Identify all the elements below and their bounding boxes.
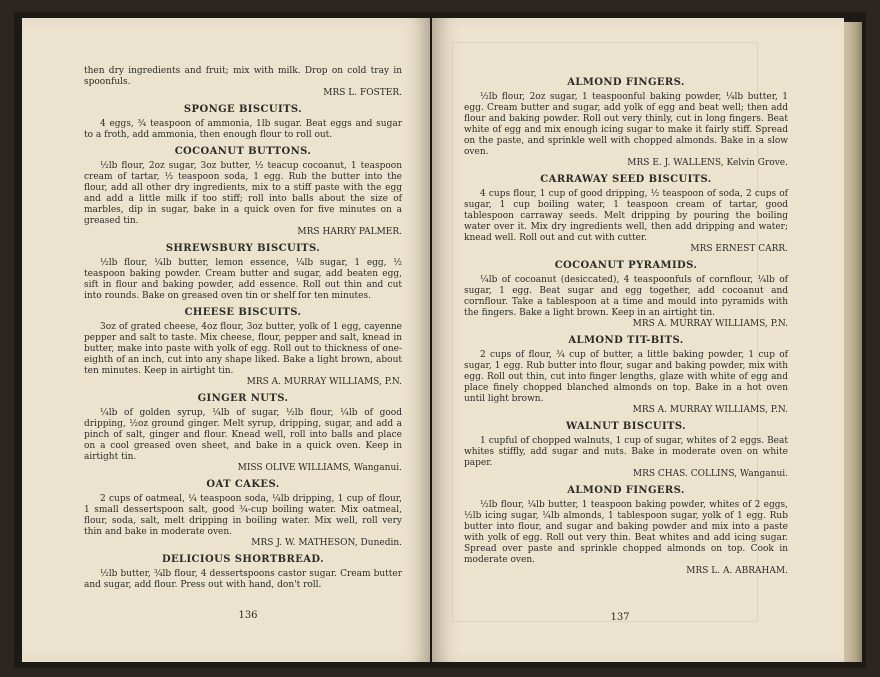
left-page-text [84, 66, 402, 591]
recipe-contributor: MRS A. MURRAY WILLIAMS, P.N. [632, 319, 788, 329]
recipe-title: ALMOND FINGERS. [567, 77, 685, 88]
recipe-text: ¼lb of cocoanut (desiccated), 4 teaspoonfuls of cornflour, ¼lb of sugar, 1 egg. Beat sugar and egg together, add cocoanut and cornflour. Take a tablespoon at a time and mould into pyramids with the fingers. Bake a light brown. Keep in an airtight tin. [464, 275, 788, 318]
recipe-text: then dry ingredients and fruit; mix with milk. Drop on cold tray in spoonfuls. [84, 66, 402, 87]
book-spread [14, 12, 866, 668]
recipe-contributor: MISS OLIVE WILLIAMS, Wanganui. [237, 463, 402, 473]
left-page [22, 18, 430, 662]
recipe-contributor: MRS A. MURRAY WILLIAMS, P.N. [632, 405, 788, 415]
recipe-text: 2 cups of flour, ¾ cup of butter, a little baking powder, 1 cup of sugar, 1 egg. Rub butter into flour, sugar and baking powder, mix with egg. Roll out thin, cut into finger lengths, glaze with white of egg and place finely chopped blanched almonds on top. Bake in a hot oven until light brown. [464, 350, 788, 404]
recipe-contributor: MRS L. A. ABRAHAM. [686, 566, 788, 576]
recipe-text: 1 cupful of chopped walnuts, 1 cup of sugar, whites of 2 eggs. Beat whites stiffly, add sugar and nuts. Bake in moderate oven on white paper. [464, 436, 788, 468]
recipe-text: ½lb flour, 2oz sugar, 3oz butter, ½ teacup cocoanut, 1 teaspoon cream of tartar, ½ teaspoon soda, 1 egg. Rub the butter into the flour, add all other dry ingredients, mix to a stiff paste with the egg and add a little milk if too stiff; roll into balls about the size of marbles, dip in sugar, bake in a quick oven for five minutes on a greased tin. [84, 161, 402, 226]
recipe-title: WALNUT BISCUITS. [565, 421, 687, 432]
recipe-title: ALMOND TIT-BITS. [568, 335, 684, 346]
recipe-text: ¼lb of golden syrup, ¼lb of sugar, ½lb flour, ¼lb of good dripping, ½oz ground ginger. Melt syrup, dripping, sugar, and add a pinch of salt, ginger and flour. Knead well, roll into balls and place on a cool greased oven sheet, and bake in a quick oven. Keep in airtight tin. [84, 408, 402, 462]
recipe-title: SPONGE BISCUITS. [183, 104, 303, 115]
recipe-title: SHREWSBURY BISCUITS. [165, 243, 321, 254]
recipe-title: GINGER NUTS. [197, 393, 289, 404]
right-page-text [464, 72, 788, 579]
recipe-text: 4 eggs, ¾ teaspoon of ammonia, 1lb sugar. Beat eggs and sugar to a froth, add ammonia, then enough flour to roll out. [84, 119, 402, 140]
recipe-title: OAT CAKES. [206, 479, 280, 490]
recipe-contributor: MRS J. W. MATHESON, Dunedin. [251, 538, 402, 548]
left-page-number: 136 [238, 610, 258, 621]
recipe-text: 3oz of grated cheese, 4oz flour, 3oz butter, yolk of 1 egg, cayenne pepper and salt to taste. Mix cheese, flour, pepper and salt, knead in butter, make into paste with yolk of egg. Roll out to thickness of one-eighth of an inch, cut into any shape liked. Bake a light brown, about ten minutes. Keep in airtight tin. [84, 322, 402, 376]
page-edges [844, 22, 862, 662]
recipe-title: COCOANUT PYRAMIDS. [554, 260, 698, 271]
recipe-title: COCOANUT BUTTONS. [174, 146, 312, 157]
recipe-text: ½lb flour, ¼lb butter, lemon essence, ¼lb sugar, 1 egg, ½ teaspoon baking powder. Cream butter and sugar, add beaten egg, sift in flour and baking powder, add essence. Roll out thin and cut into rounds. Bake on greased oven tin or shelf for ten minutes. [84, 258, 402, 301]
recipe-text: ½lb flour, ¼lb butter, 1 teaspoon baking powder, whites of 2 eggs, ½lb icing sugar, ¼lb almonds, 1 tablespoon sugar, yolk of 1 egg. Rub butter into flour, and sugar and baking powder and mix into a paste with yolk of egg. Roll out very thin. Beat whites and add icing sugar. Spread over paste and sprinkle chopped almonds on top. Cook in moderate oven. [464, 500, 788, 565]
recipe-contributor: MRS L. FOSTER. [323, 88, 402, 98]
recipe-contributor: MRS E. J. WALLENS, Kelvin Grove. [627, 158, 788, 168]
recipe-title: CARRAWAY SEED BISCUITS. [540, 174, 712, 185]
right-page [432, 18, 844, 662]
recipe-contributor: MRS HARRY PALMER. [297, 227, 402, 237]
recipe-contributor: MRS A. MURRAY WILLIAMS, P.N. [246, 377, 402, 387]
recipe-contributor: MRS CHAS. COLLINS, Wanganui. [632, 469, 788, 479]
recipe-contributor: MRS ERNEST CARR. [690, 244, 788, 254]
recipe-title: DELICIOUS SHORTBREAD. [161, 554, 325, 565]
recipe-title: ALMOND FINGERS. [567, 485, 685, 496]
right-page-number: 137 [610, 612, 630, 623]
recipe-title: CHEESE BISCUITS. [184, 307, 302, 318]
recipe-text: 4 cups flour, 1 cup of good dripping, ½ teaspoon of soda, 2 cups of sugar, 1 cup boiling water, 1 teaspoon cream of tartar, good tablespoon carraway seeds. Melt dripping by pouring the boiling water over it. Mix dry ingredients well, then add dripping and water; knead well. Roll out and cut with cutter. [464, 189, 788, 243]
recipe-text: 2 cups of oatmeal, ¼ teaspoon soda, ¼lb dripping, 1 cup of flour, 1 small dessertspoon salt, good ¾-cup boiling water. Mix oatmeal, flour, soda, salt, melt dripping in boiling water. Mix well, roll very thin and bake in moderate oven. [84, 494, 402, 537]
recipe-text: ½lb butter, ¾lb flour, 4 dessertspoons castor sugar. Cream butter and sugar, add flour. Press out with hand, don't roll. [84, 569, 402, 590]
recipe-text: ½lb flour, 2oz sugar, 1 teaspoonful baking powder, ¼lb butter, 1 egg. Cream butter and sugar, add yolk of egg and beat well; then add flour and baking powder. Roll out very thinly, cut in long fingers. Beat white of egg and mix enough icing sugar to make it fairly stiff. Spread on the paste, and sprinkle well with chopped almonds. Bake in a slow oven. [464, 92, 788, 157]
